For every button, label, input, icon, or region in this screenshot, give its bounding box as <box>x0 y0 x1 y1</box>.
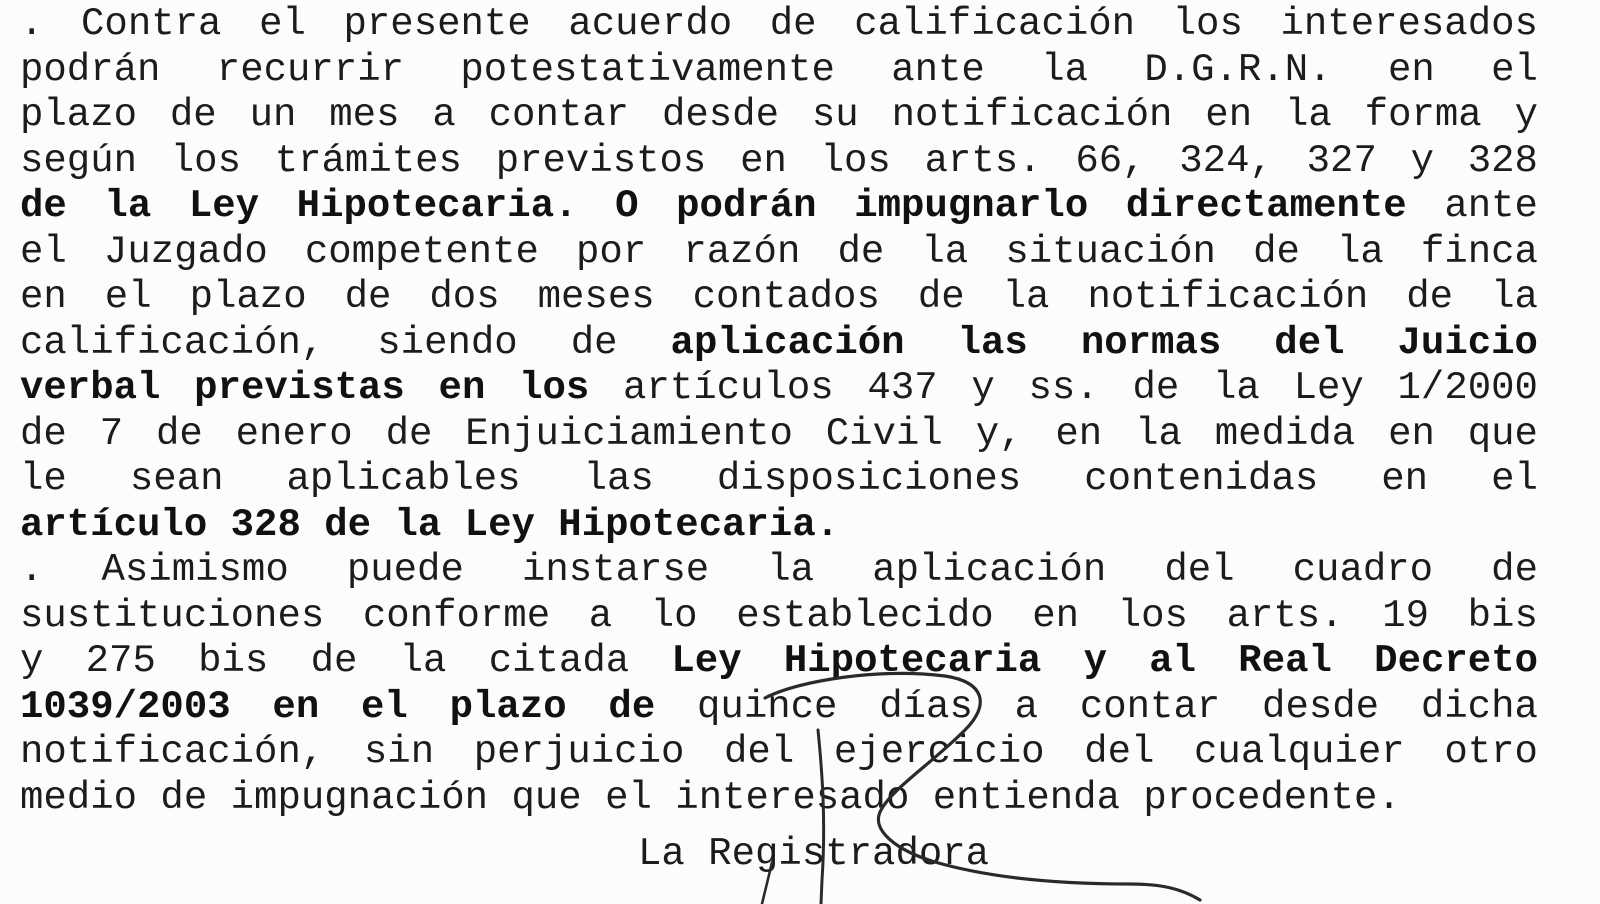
text-word: según <box>20 138 138 183</box>
text-word: dicha <box>1420 684 1538 729</box>
text-line <box>20 548 1538 594</box>
text-word: la <box>767 548 815 592</box>
text-word: de <box>155 411 203 456</box>
text-word: en <box>1055 411 1103 456</box>
text-word: desde <box>661 93 779 137</box>
text-word: verbal <box>20 366 161 410</box>
text-word: de <box>385 411 433 456</box>
text-word: los <box>820 138 891 183</box>
text-line <box>20 275 1538 321</box>
text-word: lo <box>650 593 698 638</box>
text-word: 19 <box>1382 593 1430 638</box>
text-word: a <box>1014 684 1039 729</box>
text-word: 66, <box>1075 138 1146 183</box>
text-word: ss. <box>1028 366 1099 410</box>
text-word: contados <box>692 275 880 319</box>
text-word: el <box>104 275 152 319</box>
text-line <box>20 321 1538 367</box>
text-word: arts. <box>1226 593 1344 638</box>
text-word: y <box>20 639 44 683</box>
text-word: los <box>1172 2 1243 46</box>
text-word: 328 <box>1467 138 1538 183</box>
text-word: meses <box>537 275 655 319</box>
text-word: dos <box>429 275 500 319</box>
text-word: 7 <box>99 411 124 456</box>
text-word: de <box>310 639 358 683</box>
text-word: calificación <box>854 2 1136 46</box>
text-word: Juicio <box>1397 320 1538 365</box>
text-word: sustituciones <box>20 593 325 638</box>
text-word: Enjuiciamiento <box>465 411 793 456</box>
text-line <box>20 594 1538 640</box>
text-word: al <box>1149 639 1197 683</box>
text-word: la <box>1284 93 1332 137</box>
text-word: en <box>272 684 320 729</box>
text-word: podrán <box>676 184 817 228</box>
text-word: los <box>519 366 590 410</box>
text-word: Ley <box>671 639 742 683</box>
text-word: Hipotecaria <box>783 639 1042 683</box>
text-word: aplicables <box>286 457 521 501</box>
text-word: impugnarlo <box>854 184 1089 228</box>
text-word: del <box>1084 730 1155 774</box>
text-word: cuadro <box>1292 548 1434 592</box>
text-line <box>20 730 1538 776</box>
text-word: 327 <box>1306 138 1377 183</box>
text-word: en <box>20 275 67 319</box>
text-word: de <box>570 320 618 365</box>
text-word: artículos <box>623 366 834 410</box>
text-word: un <box>249 93 297 137</box>
text-word: forma <box>1364 93 1482 137</box>
text-word: cualquier <box>1194 730 1405 774</box>
text-word: a <box>588 593 613 638</box>
text-word: 324, <box>1179 138 1273 183</box>
text-line <box>20 366 1538 412</box>
text-segment: medio de impugnación que el interesado entienda procedente. <box>20 775 1401 820</box>
text-word: de <box>917 275 965 319</box>
text-segment: artículo 328 de la Ley Hipotecaria. <box>20 502 840 547</box>
text-word: en <box>740 138 787 183</box>
text-word: de <box>608 684 656 729</box>
text-line <box>20 412 1538 458</box>
text-word: 1/2000 <box>1397 366 1538 410</box>
text-word: de <box>769 2 817 46</box>
text-word: sean <box>129 457 224 501</box>
text-word: competente <box>304 229 539 274</box>
text-word: 1039/2003 <box>20 684 231 729</box>
text-word: en <box>1205 93 1253 137</box>
text-word: razón <box>683 229 801 274</box>
text-word: en <box>1388 411 1435 456</box>
text-word: la <box>1002 275 1050 319</box>
text-word: podrán <box>20 47 161 92</box>
text-word: por <box>576 229 647 274</box>
text-word: perjuicio <box>473 730 685 774</box>
text-word: plazo <box>189 275 307 319</box>
text-word: del <box>1164 548 1235 592</box>
text-line <box>20 503 1538 549</box>
text-word: arts. <box>924 138 1042 183</box>
text-word: a <box>432 93 456 137</box>
text-word: ante <box>891 47 985 92</box>
text-word: y <box>1514 93 1538 137</box>
text-word: de <box>1491 548 1538 592</box>
text-line <box>20 48 1538 94</box>
text-word: el <box>1491 47 1538 92</box>
text-word: del <box>724 730 795 774</box>
text-word: plazo <box>449 684 567 729</box>
text-line <box>20 639 1538 685</box>
text-word: notificación <box>1087 275 1369 319</box>
text-word: de <box>169 93 217 137</box>
text-word: Asimismo <box>101 548 289 592</box>
text-word: ejercicio <box>833 730 1045 774</box>
text-word: interesados <box>1280 2 1538 46</box>
text-word: de <box>344 275 392 319</box>
text-word: disposiciones <box>716 457 1022 501</box>
text-line <box>20 776 1538 822</box>
text-word: y <box>1083 639 1107 683</box>
text-word: la <box>104 184 152 228</box>
text-word: 437 <box>867 366 938 410</box>
text-word: de <box>20 411 67 456</box>
text-word: situación <box>1005 229 1216 274</box>
text-word: de <box>1132 366 1180 410</box>
text-word: . <box>20 548 44 592</box>
text-line <box>20 139 1538 185</box>
text-word: instarse <box>521 548 710 592</box>
text-line <box>20 2 1538 48</box>
text-line <box>20 457 1538 503</box>
text-word: la <box>1213 366 1260 410</box>
text-word: O <box>615 184 639 228</box>
text-word: su <box>811 93 859 137</box>
text-word: notificación, <box>20 730 325 774</box>
text-word: le <box>20 457 67 501</box>
text-word: 275 <box>85 639 156 683</box>
text-word: enero <box>235 411 353 456</box>
text-word: de <box>837 229 885 274</box>
text-word: potestativamente <box>460 47 835 92</box>
text-word: mes <box>329 93 400 137</box>
text-word: citada <box>488 639 630 683</box>
text-word: contar <box>488 93 630 137</box>
text-word: D.G.R.N. <box>1144 47 1332 92</box>
text-word: la <box>1491 275 1538 319</box>
text-word: el <box>20 229 67 274</box>
text-word: las <box>583 457 654 501</box>
text-word: finca <box>1420 229 1538 274</box>
text-word: Civil <box>825 411 943 456</box>
text-word: aplicación <box>872 548 1107 592</box>
text-word: directamente <box>1125 184 1407 228</box>
text-word: la <box>399 639 447 683</box>
text-word: siendo <box>377 320 518 365</box>
text-word: en <box>438 366 486 410</box>
text-word: de <box>20 184 67 228</box>
text-word: Hipotecaria. <box>296 184 578 228</box>
text-line <box>20 184 1538 230</box>
text-word: Real <box>1238 639 1332 683</box>
text-word: la <box>1135 411 1182 456</box>
text-word: establecido <box>736 593 994 638</box>
text-word: otro <box>1444 730 1538 774</box>
text-word: conforme <box>362 593 551 638</box>
text-word: aplicación <box>670 320 905 365</box>
text-word: Ley <box>188 184 260 228</box>
text-word: normas <box>1080 320 1222 365</box>
text-word: en <box>1032 593 1080 638</box>
text-word: bis <box>1467 593 1538 638</box>
signer-title: La Registradora <box>638 832 990 876</box>
text-word: del <box>1274 320 1345 365</box>
text-word: la <box>1041 47 1089 92</box>
text-word: notificación <box>891 93 1173 137</box>
text-word: previstas <box>194 366 405 410</box>
text-word: contenidas <box>1084 457 1319 501</box>
text-word: y <box>1410 138 1434 183</box>
text-word: recurrir <box>216 47 405 92</box>
text-word: quince <box>697 684 838 729</box>
text-word: calificación, <box>20 320 325 365</box>
text-word: Contra <box>81 2 222 46</box>
text-word: contar <box>1079 684 1221 729</box>
text-word: Juzgado <box>103 229 268 274</box>
text-word: en <box>1381 457 1429 501</box>
text-word: acuerdo <box>568 2 733 46</box>
text-word: los <box>170 138 241 183</box>
text-word: medida <box>1214 411 1356 456</box>
text-word: que <box>1467 411 1538 456</box>
legal-notice-body <box>20 2 1538 821</box>
text-word: las <box>957 320 1028 365</box>
text-word: sin <box>363 730 435 774</box>
text-word: . <box>20 2 44 46</box>
text-word: bis <box>198 639 269 683</box>
text-word: el <box>361 684 408 729</box>
text-line <box>20 685 1538 731</box>
text-word: previstos <box>495 138 707 183</box>
text-word: ante <box>1444 184 1538 228</box>
text-word: de <box>1253 229 1300 274</box>
text-word: la <box>1337 229 1384 274</box>
text-word: el <box>1491 457 1538 501</box>
text-word: puede <box>346 548 464 592</box>
text-line <box>20 230 1538 276</box>
text-word: la <box>921 229 969 274</box>
text-word: en <box>1387 47 1435 92</box>
text-word: Decreto <box>1374 639 1538 683</box>
text-word: el <box>259 2 306 46</box>
text-word: y <box>971 366 995 410</box>
text-word: los <box>1117 593 1188 638</box>
text-word: y, <box>975 411 1023 456</box>
text-word: trámites <box>274 138 462 183</box>
text-word: días <box>879 684 973 729</box>
text-word: presente <box>343 2 531 46</box>
text-word: desde <box>1262 684 1380 729</box>
text-word: Ley <box>1293 366 1364 410</box>
text-word: plazo <box>20 93 138 137</box>
text-word: de <box>1406 275 1454 319</box>
text-line <box>20 93 1538 139</box>
